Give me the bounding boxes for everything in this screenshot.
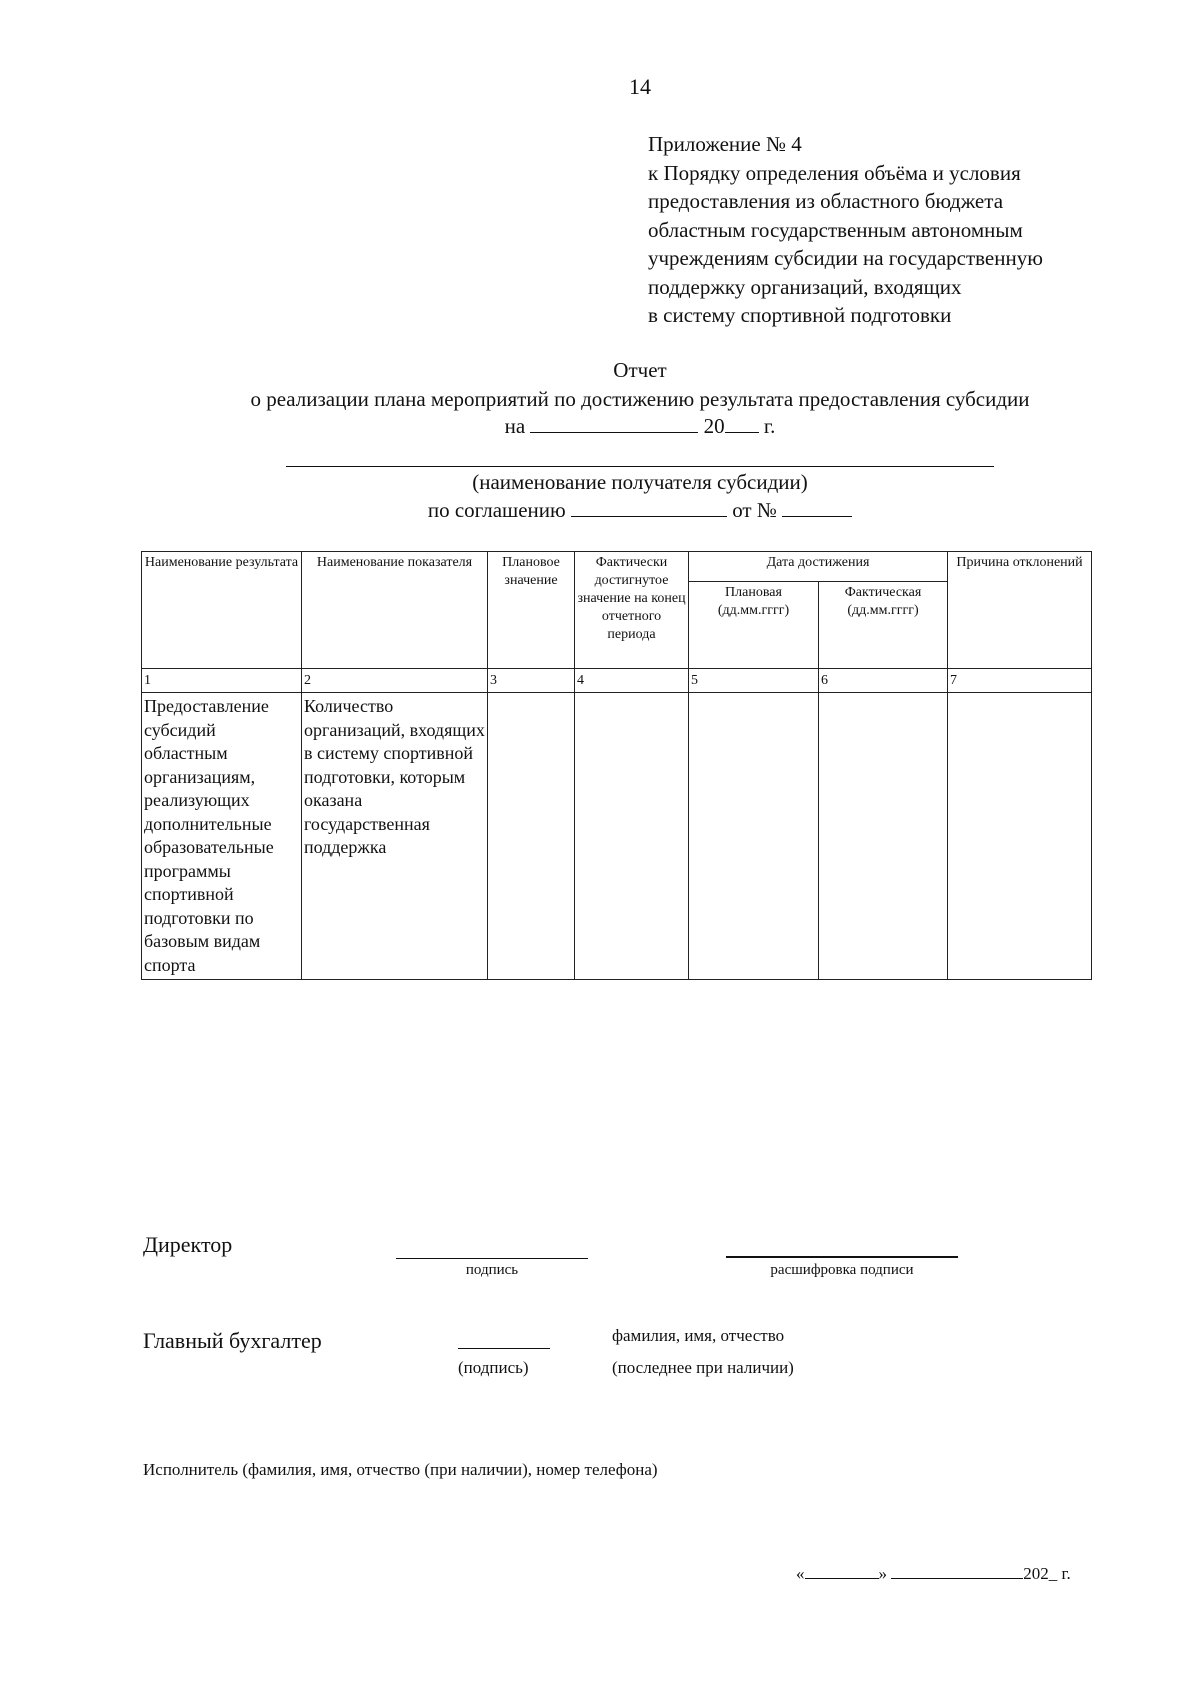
header-deviation-reason: Причина отклонений: [948, 552, 1092, 669]
header-actual-value: Фактически достигнутое значение на конец отчетного периода: [575, 552, 689, 669]
appendix-line: предоставления из областного бюджета: [648, 189, 1004, 213]
date-prefix: на: [504, 414, 526, 438]
report-subtitle: о реализации плана мероприятий по достижению результата предоставления субсидии: [250, 387, 1030, 411]
report-date-line: [0, 414, 1200, 439]
date-suffix: г.: [763, 414, 776, 438]
header-achievement-date: Дата достижения: [689, 552, 948, 582]
report-table: [141, 551, 1092, 980]
column-number: 1: [142, 669, 302, 693]
accountant-signature-caption: (подпись): [458, 1358, 529, 1377]
appendix-line: Приложение № 4: [648, 132, 802, 156]
recipient-caption: (наименование получателя субсидии): [472, 470, 808, 494]
date-blank[interactable]: [530, 414, 698, 433]
cell-indicator: Количество организаций, входящих в систему спортивной подготовки, которым оказана государственная поддержка: [302, 693, 488, 980]
recipient-name-line[interactable]: [286, 466, 994, 467]
column-number: 2: [302, 669, 488, 693]
appendix-line: в систему спортивной подготовки: [648, 303, 952, 327]
agreement-no-blank[interactable]: [782, 498, 852, 517]
header-planned-value: Плановое значение: [488, 552, 575, 669]
appendix-line: поддержку организаций, входящих: [648, 274, 962, 299]
header-actual-date: Фактическая (дд.мм.гггг): [819, 582, 948, 669]
director-label: Директор: [143, 1232, 233, 1257]
appendix-line: к Порядку определения объёма и условия: [648, 160, 1021, 185]
date-line: [796, 1564, 1071, 1584]
appendix-line: областным государственным автономным: [648, 217, 1023, 242]
agreement-from: от №: [732, 498, 777, 522]
decryption-caption: расшифровка подписи: [770, 1262, 914, 1278]
executor-line: Исполнитель (фамилия, имя, отчество (при наличии), номер телефона): [143, 1460, 658, 1479]
chief-accountant-label: Главный бухгалтер: [143, 1328, 322, 1353]
date-open-quote: «: [796, 1564, 805, 1583]
day-blank[interactable]: [805, 1564, 879, 1579]
column-number: 7: [948, 669, 1092, 693]
cell-actual-value[interactable]: [575, 693, 689, 980]
header-indicator-name: Наименование показателя: [302, 552, 488, 669]
header-result-name: Наименование результата: [142, 552, 302, 669]
year-blank[interactable]: [725, 414, 759, 433]
director-signature-line[interactable]: [396, 1258, 588, 1259]
cell-deviation-reason[interactable]: [948, 693, 1092, 980]
accountant-name-caption: фамилия, имя, отчество: [612, 1326, 785, 1345]
report-title: Отчет: [613, 358, 667, 382]
cell-actual-date[interactable]: [819, 693, 948, 980]
appendix-header: [648, 130, 1043, 330]
header-planned-date: Плановая (дд.мм.гггг): [689, 582, 819, 669]
page-number: 14: [629, 74, 651, 99]
agreement-line: [0, 498, 1200, 523]
cell-planned-date[interactable]: [689, 693, 819, 980]
appendix-line: учреждениям субсидии на государственную: [648, 246, 1043, 270]
signature-caption: подпись: [465, 1262, 519, 1278]
agreement-prefix: по соглашению: [427, 498, 566, 522]
column-number: 3: [488, 669, 575, 693]
column-number: 4: [575, 669, 689, 693]
cell-planned-value[interactable]: [488, 693, 575, 980]
month-blank[interactable]: [891, 1564, 1023, 1579]
date-year: 202_ г.: [1023, 1564, 1071, 1583]
agreement-number-blank[interactable]: [571, 498, 727, 517]
date-year-prefix: 20: [703, 414, 725, 438]
accountant-signature-line[interactable]: [458, 1348, 550, 1349]
column-number: 6: [819, 669, 948, 693]
column-number: 5: [689, 669, 819, 693]
accountant-patronymic-note: (последнее при наличии): [612, 1358, 794, 1377]
director-decryption-line[interactable]: [726, 1256, 958, 1258]
cell-result: Предоставление субсидий областным организациям, реализующих дополнительные образовательные программы спортивной подготовки по базовым видам спорта: [142, 693, 302, 980]
date-close-quote: »: [878, 1564, 887, 1583]
